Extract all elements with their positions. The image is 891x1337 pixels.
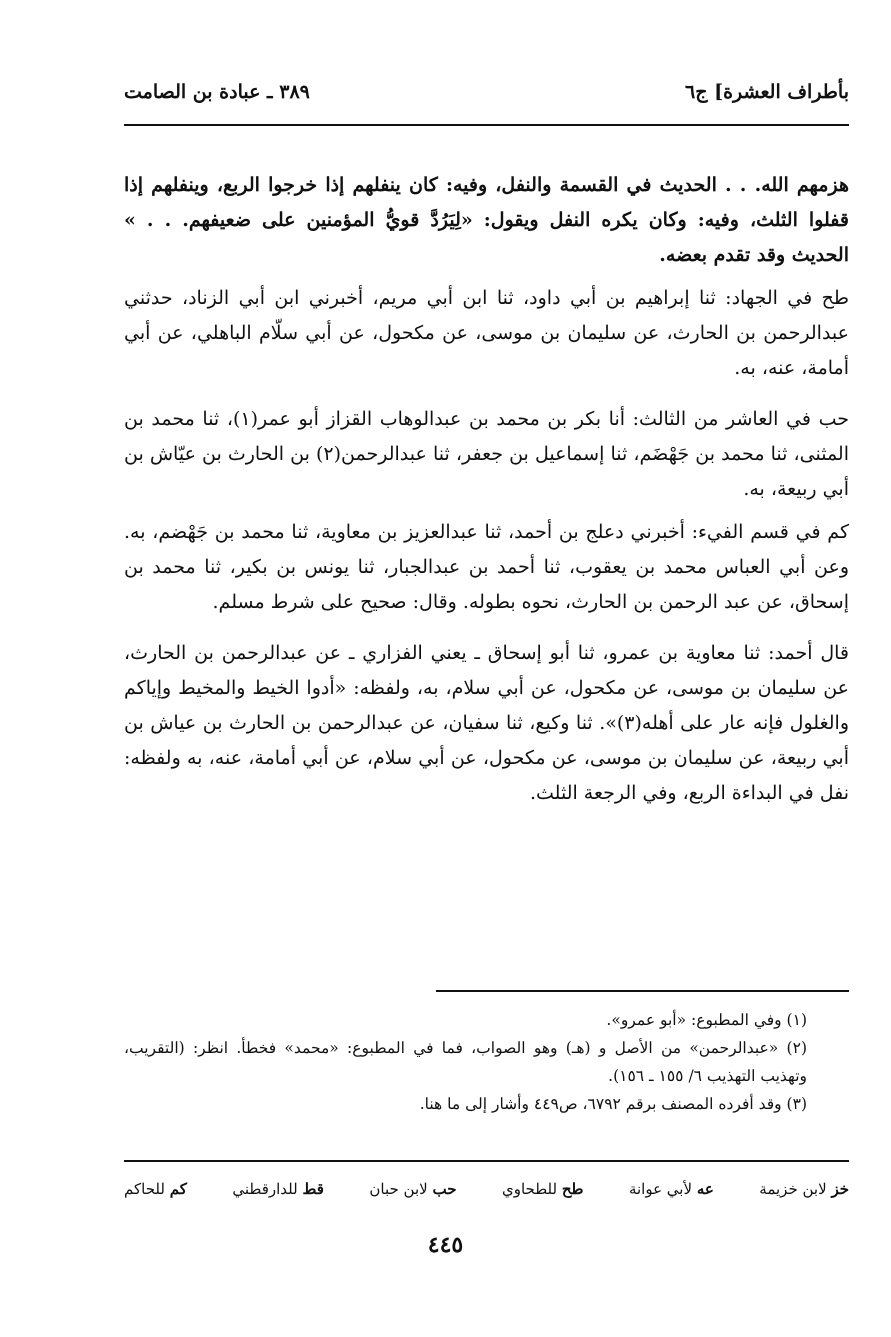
running-header bbox=[124, 72, 849, 112]
header-chapter: ٣٨٩ ـ عبادة بن الصامت bbox=[124, 81, 310, 103]
siglum-item: حب لابن حبان bbox=[369, 1180, 457, 1198]
footnote-1: (١) وفي المطبوع: «أبو عمرو». bbox=[606, 1011, 807, 1029]
footnote-2: (٢) «عبدالرحمن» من الأصل و (هـ) وهو الصواب، فما في المطبوع: «محمد» فخطأ. انظر: (التقريب، وتهذيب التهذيب ٦/ ١٥٥ ـ ١٥٦). bbox=[124, 1039, 807, 1085]
paragraph-4: كم في قسم الفيء: أخبرني دعلج بن أحمد، ثنا عبدالعزيز بن معاوية، ثنا محمد بن جَهْضم، به. وعن أبي العباس محمد بن يعقوب، ثنا أحمد بن عبدالجبار، ثنا يونس بن بكير، ثنا محمد بن إسحاق، عن عبد الرحمن بن الحارث، نحوه بطوله. وقال: صحيح على شرط مسلم. bbox=[124, 521, 849, 613]
paragraph-5: قال أحمد: ثنا معاوية بن عمرو، ثنا أبو إسحاق ـ يعني الفزاري ـ عن عبدالرحمن بن الحارث، عن سليمان بن موسى، عن مكحول، عن أبي سلام، به، ولفظه: «أدوا الخيط والمخيط وإياكم والغلول فإنه عار على أهله(٣)». ثنا وكيع، ثنا سفيان، عن عبدالرحمن بن الحارث بن عياش بن أبي ربيعة، عن سليمان بن موسى، عن مكحول، عن أبي سلام، عن أبي أمامة، عنه، به ولفظه: نفل في البداءة الربع، وفي الرجعة الثلث. bbox=[124, 642, 849, 804]
siglum-item: كم للحاكم bbox=[124, 1180, 187, 1198]
header-rule bbox=[124, 124, 849, 126]
siglum-item: طح للطحاوي bbox=[501, 1180, 584, 1198]
siglum-item: خز لابن خزيمة bbox=[759, 1180, 849, 1198]
page-number: ٤٤٥ bbox=[427, 1232, 464, 1258]
paragraph-3: حب في العاشر من الثالث: أنا بكر بن محمد بن عبدالوهاب القزاز أبو عمر(١)، ثنا محمد بن المثنى، ثنا محمد بن جَهْضَم، ثنا إسماعيل بن جعفر، ثنا عبدالرحمن(٢) بن الحارث بن عيّاش بن أبي ربيعة، به. bbox=[124, 408, 850, 500]
footnotes bbox=[124, 1006, 849, 1118]
footnote-3: (٣) وقد أفرده المصنف برقم ٦٧٩٢، ص٤٤٩ وأشار إلى ما هنا. bbox=[419, 1095, 807, 1113]
header-book-title: بأطراف العشرة] ج٦ bbox=[685, 81, 849, 103]
siglum-item: قط للدارقطني bbox=[232, 1180, 324, 1198]
footnote-rule bbox=[436, 990, 849, 992]
main-text bbox=[124, 168, 849, 811]
paragraph-2: طح في الجهاد: ثنا إبراهيم بن أبي داود، ثنا ابن أبي مريم، أخبرني ابن أبي الزناد، حدثني عبدالرحمن بن الحارث، عن سليمان بن موسى، عن مكحول، عن أبي سلّام الباهلي، عن أبي أمامة، عنه، به. bbox=[124, 287, 849, 379]
sigla-legend bbox=[124, 1180, 849, 1198]
sigla-rule bbox=[124, 1160, 849, 1162]
paragraph-1: هزمهم الله. . . الحديث في القسمة والنفل، وفيه: كان ينفلهم إذا خرجوا الربع، وينفلهم إذا قفلوا الثلث، وفيه: وكان يكره النفل ويقول: «لِيَرُدَّ قويُّ المؤمنين على ضعيفهم. . . » الحديث وقد تقدم بعضه. bbox=[124, 174, 849, 266]
siglum-item: عه لأبي عوانة bbox=[628, 1180, 714, 1198]
